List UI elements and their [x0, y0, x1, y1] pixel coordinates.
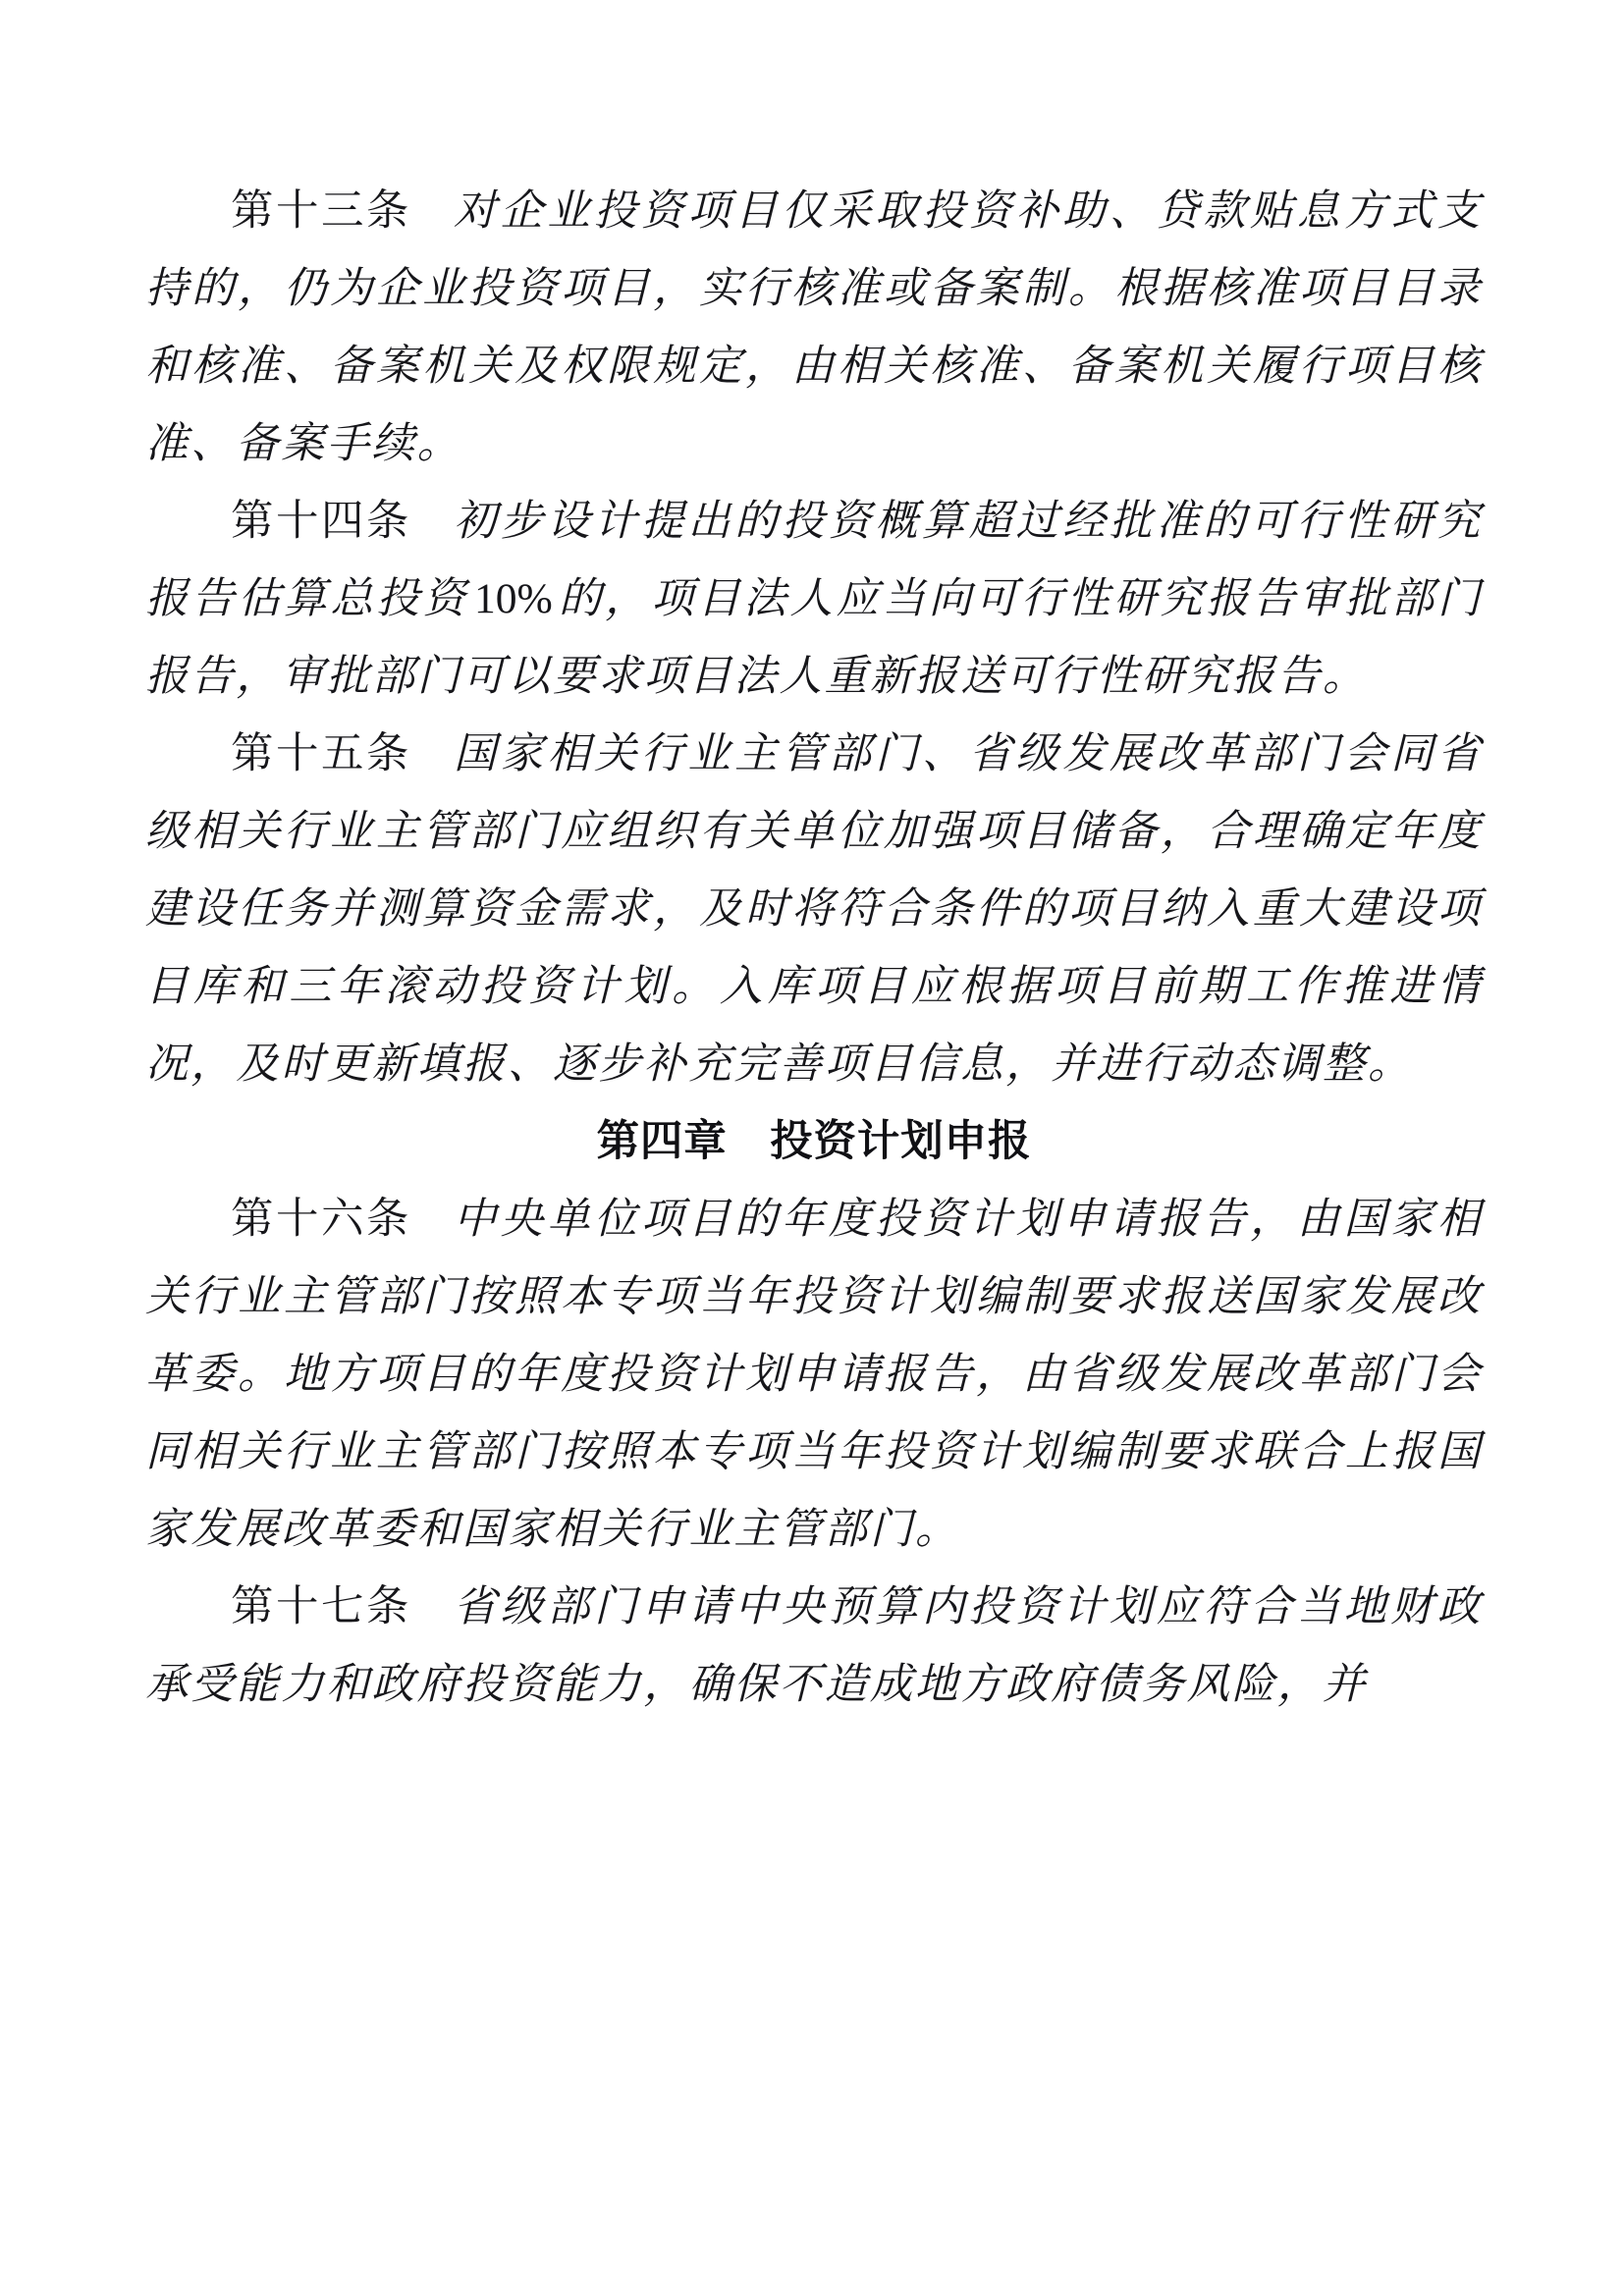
article-15-body: 国家相关行业主管部门、省级发展改革部门会同省级相关行业主管部门应组织有关单位加强项目储备，合理确定年度建设任务并测算资金需求，及时将符合条件的项目纳入重大建设项目库和三年滚动投资计划。入库项目应根据项目前期工作推进情况，及时更新填报、逐步补充完善项目信息，并进行动态调整。 — [145, 730, 1484, 1088]
article-16-label: 第十六条 — [231, 1196, 411, 1243]
article-14-percentage-value: 10% — [473, 575, 553, 622]
article-14-label: 第十四条 — [231, 498, 411, 545]
article-17-paragraph — [145, 1569, 1483, 1724]
article-14-body-after-number: 的，项目法人应当向可行性研究报告审批部门报告，审批部门可以要求项目法人重新报送可行性研究报告。 — [145, 575, 1483, 700]
chapter-4-title: 投资计划申报 — [770, 1118, 1032, 1165]
chapter-4-heading — [145, 1103, 1483, 1181]
chapter-4-number: 第四章 — [596, 1118, 728, 1165]
article-14-body-before-number: 初步设计提出的投资概算超过经批准的可行性研究报告估算总投资 — [145, 498, 1484, 622]
article-16-paragraph — [145, 1181, 1483, 1569]
article-13-body: 对企业投资项目仅采取投资补助、贷款贴息方式支持的，仍为企业投资项目，实行核准或备案制。根据核准项目目录和核准、备案机关及权限规定，由相关核准、备案机关履行项目核准、备案手续。 — [145, 187, 1484, 467]
article-13-paragraph — [145, 173, 1483, 483]
article-15-paragraph — [145, 716, 1483, 1103]
article-17-body: 省级部门申请中央预算内投资计划应符合当地财政承受能力和政府投资能力，确保不造成地方政府债务风险，并 — [145, 1583, 1484, 1708]
page-content — [145, 173, 1483, 1724]
article-13-label: 第十三条 — [231, 187, 411, 235]
article-15-label: 第十五条 — [231, 730, 411, 777]
article-17-label: 第十七条 — [231, 1583, 411, 1630]
article-16-body: 中央单位项目的年度投资计划申请报告，由国家相关行业主管部门按照本专项当年投资计划编制要求报送国家发展改革委。地方项目的年度投资计划申请报告，由省级发展改革部门会同相关行业主管部门按照本专项当年投资计划编制要求联合上报国家发展改革委和国家相关行业主管部门。 — [145, 1196, 1484, 1553]
article-14-paragraph — [145, 483, 1483, 716]
